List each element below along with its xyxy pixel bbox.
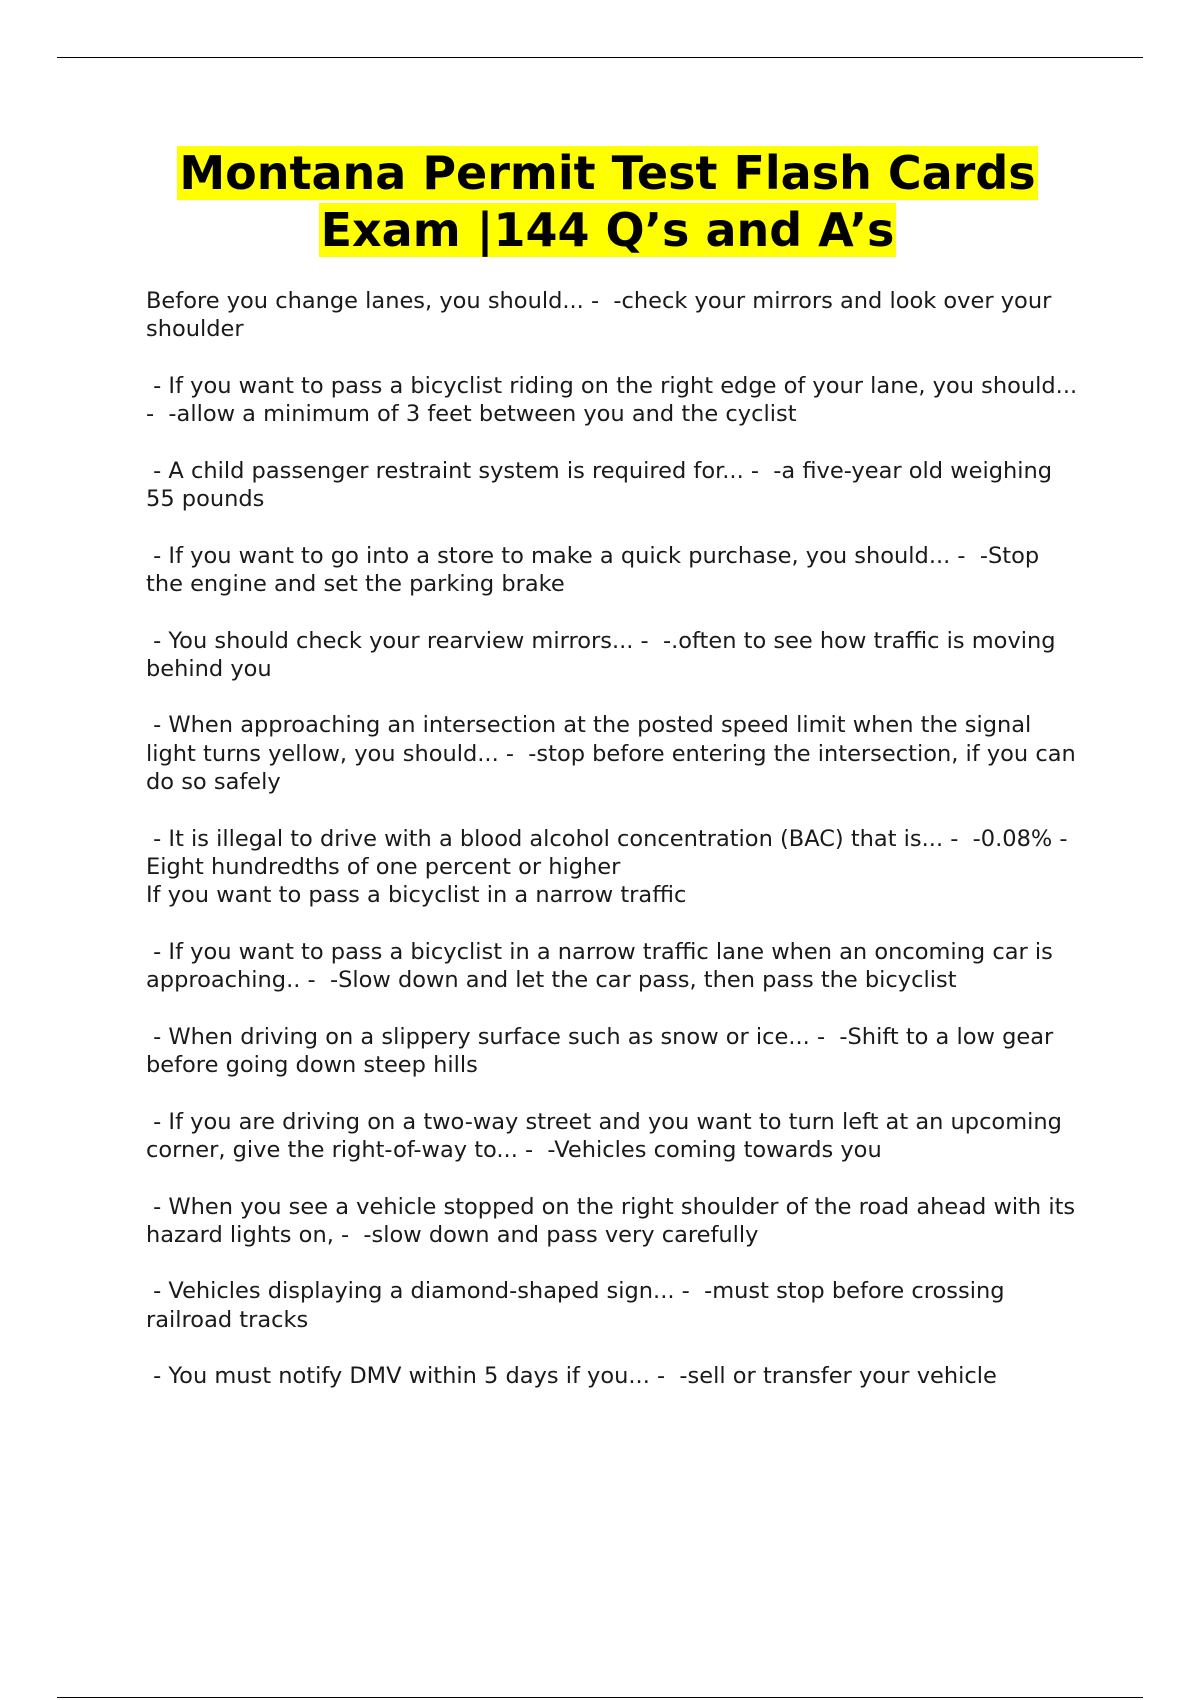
page-title <box>140 145 1075 259</box>
top-rule <box>57 57 1143 58</box>
flashcard-item: - You should check your rearview mirrors... - -.often to see how traffic is moving behind you <box>146 627 1063 682</box>
flashcard-item: - Vehicles displaying a diamond-shaped sign... - -must stop before crossing railroad tracks <box>146 1278 1012 1333</box>
flashcard-item: - If you want to pass a bicyclist in a narrow traffic lane when an oncoming car is approaching.. - -Slow down and let the car pass, then pass the bicyclist <box>146 938 1061 994</box>
flashcard-item: - When you see a vehicle stopped on the right shoulder of the road ahead with its hazard lights on, - -slow down and pass very carefully <box>146 1193 1083 1248</box>
flashcard-item: - If you want to go into a store to make a quick purchase, you should... - -Stop the engine and set the parking brake <box>146 542 1047 597</box>
flashcard-item: - It is illegal to drive with a blood alcohol concentration (BAC) that is... - -0.08% - Eight hundredths of one percent or higher If you want to pass a bicyclist in a narrow traffic <box>146 825 1068 909</box>
flashcard-item: - If you want to pass a bicyclist riding on the right edge of your lane, you should... - -allow a minimum of 3 feet between you and the cyclist <box>146 372 1085 428</box>
title-line-2: Exam |144 Q’s and A’s <box>320 203 895 257</box>
flashcard-item: - When approaching an intersection at the posted speed limit when the signal light turns yellow, you should... - -stop before entering the intersection, if you can do so safely <box>146 712 1083 796</box>
flashcard-item: - A child passenger restraint system is required for... - -a five-year old weighing 55 pounds <box>146 457 1060 513</box>
flashcard-item: - If you are driving on a two-way street and you want to turn left at an upcoming corner, give the right-of-way to... - -Vehicles coming towards you <box>146 1108 1070 1163</box>
title-line-1: Montana Permit Test Flash Cards <box>179 146 1036 200</box>
bottom-rule <box>57 1697 1143 1698</box>
flashcard-item: - You must notify DMV within 5 days if you... - -sell or transfer your vehicle <box>146 1363 997 1390</box>
flashcard-list <box>146 287 1085 1419</box>
flashcard-item: - When driving on a slippery surface such as snow or ice... - -Shift to a low gear before going down steep hills <box>146 1023 1061 1079</box>
flashcard-item: Before you change lanes, you should... - -check your mirrors and look over your shoulder <box>146 288 1059 343</box>
